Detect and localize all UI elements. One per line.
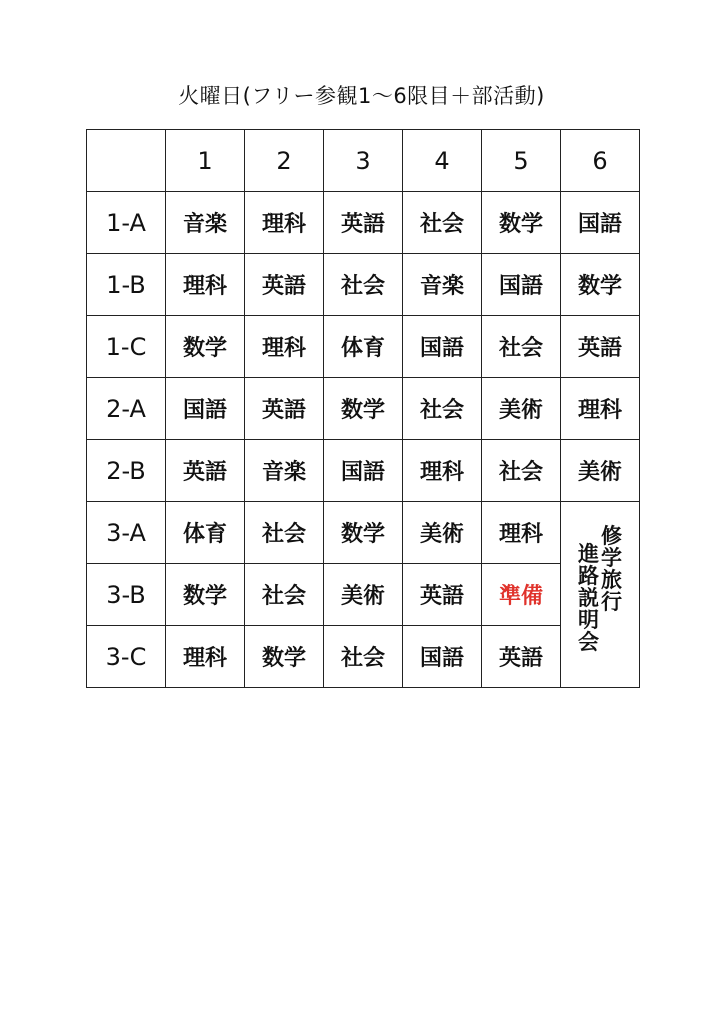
table-row: [87, 626, 640, 688]
vertical-char: 旅: [601, 567, 622, 592]
vertical-char: 説: [578, 585, 599, 610]
subject-cell: 国語: [403, 316, 482, 378]
subject-cell: 音楽: [166, 192, 245, 254]
subject-cell: 数学: [561, 254, 640, 316]
schedule-table: [86, 129, 640, 688]
subject-cell: 美術: [561, 440, 640, 502]
subject-cell: 数学: [324, 378, 403, 440]
subject-cell: 理科: [166, 626, 245, 688]
table-row: [87, 502, 640, 564]
subject-cell: 理科: [245, 192, 324, 254]
class-label: 3-A: [87, 502, 166, 564]
subject-cell: 理科: [166, 254, 245, 316]
subject-cell: 数学: [482, 192, 561, 254]
subject-cell: 社会: [403, 378, 482, 440]
period-header: 4: [403, 130, 482, 192]
subject-cell: 理科: [561, 378, 640, 440]
table-row: [87, 192, 640, 254]
class-label: 2-A: [87, 378, 166, 440]
subject-cell: 国語: [403, 626, 482, 688]
subject-cell: 美術: [482, 378, 561, 440]
subject-cell: 社会: [482, 440, 561, 502]
vertical-char: 路: [578, 563, 599, 588]
subject-cell: 英語: [245, 254, 324, 316]
header-row: [87, 130, 640, 192]
period-header: 1: [166, 130, 245, 192]
subject-cell: 英語: [403, 564, 482, 626]
subject-cell: 英語: [245, 378, 324, 440]
subject-cell: 英語: [324, 192, 403, 254]
vertical-text-career-briefing: [578, 543, 599, 653]
table-row: [87, 564, 640, 626]
vertical-char: 行: [601, 589, 622, 614]
subject-cell: 社会: [324, 254, 403, 316]
table-row: [87, 316, 640, 378]
class-label: 2-B: [87, 440, 166, 502]
subject-cell: 音楽: [245, 440, 324, 502]
subject-cell: 美術: [324, 564, 403, 626]
class-label: 3-C: [87, 626, 166, 688]
class-label: 1-A: [87, 192, 166, 254]
subject-cell: 英語: [482, 626, 561, 688]
subject-cell: 社会: [245, 502, 324, 564]
vertical-char: 修: [601, 523, 622, 548]
vertical-text-school-trip: [601, 525, 622, 653]
table-row: [87, 378, 640, 440]
subject-cell: 国語: [482, 254, 561, 316]
subject-cell: 社会: [324, 626, 403, 688]
subject-cell: 数学: [324, 502, 403, 564]
subject-cell: 社会: [245, 564, 324, 626]
subject-cell: 音楽: [403, 254, 482, 316]
class-label: 1-C: [87, 316, 166, 378]
subject-cell: 美術: [403, 502, 482, 564]
period-header: 2: [245, 130, 324, 192]
subject-cell: 理科: [482, 502, 561, 564]
period-header: 5: [482, 130, 561, 192]
subject-cell: 体育: [166, 502, 245, 564]
subject-cell-highlighted: 準備: [482, 564, 561, 626]
vertical-char: 明: [578, 607, 599, 632]
table-row: [87, 440, 640, 502]
corner-cell: [87, 130, 166, 192]
table-row: [87, 254, 640, 316]
subject-cell: 国語: [324, 440, 403, 502]
period-header: 3: [324, 130, 403, 192]
subject-cell: 国語: [561, 192, 640, 254]
page-title: 火曜日(フリー参観1～6限目＋部活動): [178, 84, 545, 108]
period-header: 6: [561, 130, 640, 192]
merged-event-cell: [561, 502, 640, 688]
subject-cell: 社会: [482, 316, 561, 378]
subject-cell: 数学: [166, 316, 245, 378]
subject-cell: 英語: [561, 316, 640, 378]
vertical-char: 学: [601, 545, 622, 570]
subject-cell: 体育: [324, 316, 403, 378]
subject-cell: 社会: [403, 192, 482, 254]
subject-cell: 英語: [166, 440, 245, 502]
subject-cell: 理科: [245, 316, 324, 378]
class-label: 1-B: [87, 254, 166, 316]
vertical-char: 進: [578, 541, 599, 566]
subject-cell: 数学: [166, 564, 245, 626]
vertical-char: 会: [578, 629, 599, 654]
class-label: 3-B: [87, 564, 166, 626]
subject-cell: 数学: [245, 626, 324, 688]
subject-cell: 理科: [403, 440, 482, 502]
subject-cell: 国語: [166, 378, 245, 440]
